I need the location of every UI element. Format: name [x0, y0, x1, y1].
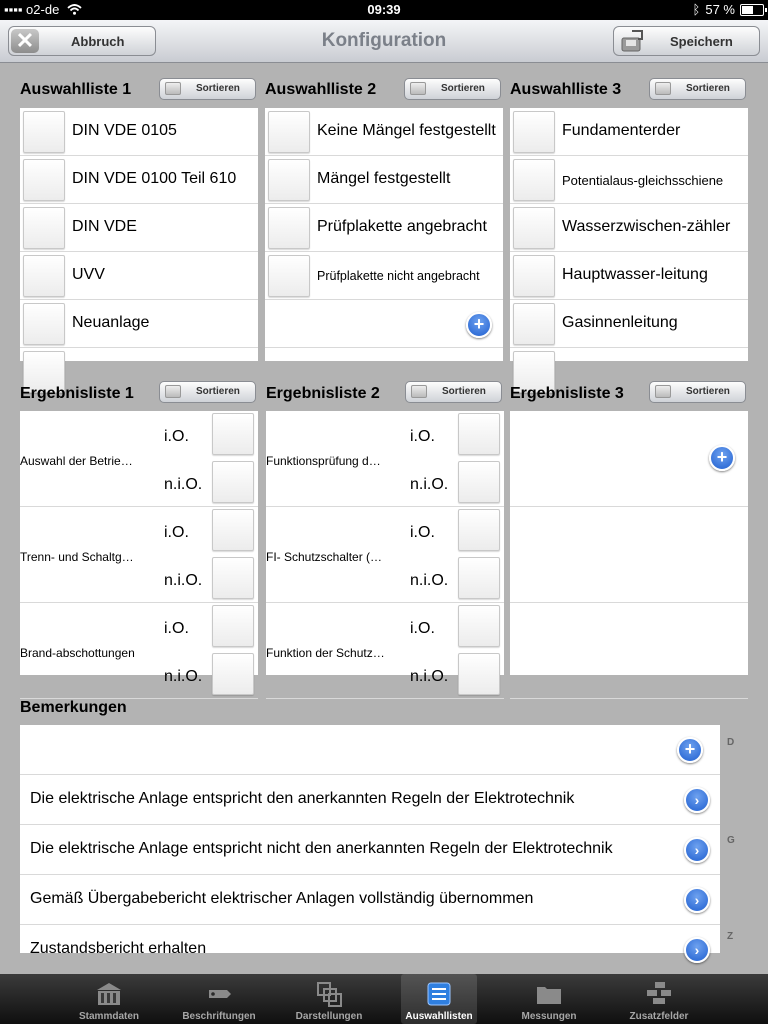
- list-item[interactable]: Gemäß Übergabebericht elektrischer Anlagen vollständig übernommen ›: [20, 875, 720, 925]
- sort-button-result-list-1[interactable]: Sortieren: [159, 381, 256, 403]
- selection-list-2: [265, 108, 503, 361]
- selection-list-3: [510, 108, 748, 361]
- selection-list-1-title: Auswahlliste 1: [20, 81, 132, 98]
- not-ok-checkbox[interactable]: [458, 557, 500, 599]
- list-item[interactable]: DIN VDE: [20, 204, 258, 252]
- list-item[interactable]: Potentialaus-gleichsschiene: [510, 156, 748, 204]
- close-icon: ✕: [11, 29, 39, 53]
- sort-icon: [655, 385, 671, 398]
- result-row: Funktionsprüfung d… i.O. n.i.O.: [266, 411, 504, 507]
- checkbox[interactable]: [23, 255, 65, 297]
- checkbox[interactable]: [268, 207, 310, 249]
- sort-button-selection-list-1[interactable]: Sortieren: [159, 78, 256, 100]
- add-icon[interactable]: +: [709, 445, 735, 471]
- layers-icon: [315, 980, 343, 1008]
- ok-checkbox[interactable]: [458, 509, 500, 551]
- add-icon[interactable]: +: [466, 312, 492, 338]
- ok-checkbox[interactable]: [458, 605, 500, 647]
- section-index-letter[interactable]: G: [727, 835, 735, 846]
- cancel-button[interactable]: ✕ Abbruch: [8, 26, 156, 56]
- add-icon[interactable]: +: [677, 737, 703, 763]
- sort-button-selection-list-2[interactable]: Sortieren: [404, 78, 501, 100]
- result-row: Trenn- und Schaltg… i.O. n.i.O.: [20, 507, 258, 603]
- result-list-1: [20, 411, 258, 685]
- result-list-3: [510, 411, 748, 675]
- result-list-2-title: Ergebnisliste 2: [266, 385, 380, 402]
- list-item[interactable]: Prüfplakette nicht angebracht: [265, 252, 503, 300]
- empty-row: [510, 603, 748, 699]
- sort-button-result-list-3[interactable]: Sortieren: [649, 381, 746, 403]
- bluetooth-icon: ᛒ: [692, 2, 701, 17]
- list-item[interactable]: Hauptwasser-leitung: [510, 252, 748, 300]
- ok-checkbox[interactable]: [458, 413, 500, 455]
- checkbox[interactable]: [268, 255, 310, 297]
- list-item[interactable]: DIN VDE 0100 Teil 610: [20, 156, 258, 204]
- folder-icon: [535, 980, 563, 1008]
- list-icon: [425, 980, 453, 1008]
- not-ok-checkbox[interactable]: [212, 653, 254, 695]
- checkbox[interactable]: [23, 207, 65, 249]
- list-item[interactable]: UVV: [20, 252, 258, 300]
- list-item[interactable]: Keine Mängel festgestellt: [265, 108, 503, 156]
- result-list-1-title: Ergebnisliste 1: [20, 385, 134, 402]
- tab-messungen[interactable]: Messungen: [511, 974, 587, 1024]
- not-ok-checkbox[interactable]: [458, 653, 500, 695]
- tab-darstellungen[interactable]: Darstellungen: [291, 974, 367, 1024]
- result-list-2: [266, 411, 504, 685]
- list-item[interactable]: Wasserzwischen-zähler: [510, 204, 748, 252]
- tab-beschriftungen[interactable]: Beschriftungen: [181, 974, 257, 1024]
- remarks-list: [20, 725, 720, 958]
- not-ok-checkbox[interactable]: [458, 461, 500, 503]
- tab-zusatzfelder[interactable]: Zusatzfelder: [621, 974, 697, 1024]
- not-ok-checkbox[interactable]: [212, 461, 254, 503]
- not-ok-checkbox[interactable]: [212, 557, 254, 599]
- list-item[interactable]: Fundamenterder: [510, 108, 748, 156]
- page-title: Konfiguration: [321, 30, 447, 51]
- carrier: ▪▪▪▪ o2-de: [4, 0, 82, 20]
- result-row: Auswahl der Betrie… i.O. n.i.O.: [20, 411, 258, 507]
- result-row: Brand-abschottungen i.O. n.i.O.: [20, 603, 258, 699]
- checkbox[interactable]: [268, 159, 310, 201]
- sort-button-selection-list-3[interactable]: Sortieren: [649, 78, 746, 100]
- sort-icon: [410, 82, 426, 95]
- navigation-bar: [0, 20, 768, 63]
- battery-percent: 57 %: [705, 2, 735, 17]
- status-bar: [0, 0, 768, 20]
- result-row: FI- Schutzschalter (… i.O. n.i.O.: [266, 507, 504, 603]
- checkbox[interactable]: [23, 159, 65, 201]
- tab-auswahllisten[interactable]: Auswahllisten: [401, 974, 477, 1024]
- sort-icon: [411, 385, 427, 398]
- sort-icon: [655, 82, 671, 95]
- selection-list-1: [20, 108, 258, 361]
- ok-checkbox[interactable]: [212, 509, 254, 551]
- list-item[interactable]: Prüfplakette angebracht: [265, 204, 503, 252]
- clock: 09:39: [367, 2, 401, 17]
- tab-bar: [0, 974, 768, 1024]
- checkbox[interactable]: [513, 207, 555, 249]
- list-item[interactable]: Mängel festgestellt: [265, 156, 503, 204]
- tab-stammdaten[interactable]: Stammdaten: [71, 974, 147, 1024]
- selection-list-2-title: Auswahlliste 2: [265, 81, 377, 98]
- checkbox[interactable]: [513, 111, 555, 153]
- sort-icon: [165, 385, 181, 398]
- save-icon: [620, 30, 646, 52]
- disclosure-icon[interactable]: ›: [684, 787, 710, 813]
- add-row: [20, 725, 720, 775]
- tag-icon: [205, 980, 233, 1008]
- section-index-letter[interactable]: D: [727, 737, 735, 748]
- remarks-title: Bemerkungen: [20, 699, 127, 716]
- list-item[interactable]: Die elektrische Anlage entspricht nicht den anerkannten Regeln der Elektrotechnik ›: [20, 825, 720, 875]
- save-button[interactable]: Speichern: [613, 26, 760, 56]
- disclosure-icon[interactable]: ›: [684, 887, 710, 913]
- list-item[interactable]: Neuanlage: [20, 300, 258, 348]
- list-item[interactable]: Die elektrische Anlage entspricht den anerkannten Regeln der Elektrotechnik ›: [20, 775, 720, 825]
- checkbox[interactable]: [513, 159, 555, 201]
- empty-row: [510, 507, 748, 603]
- disclosure-icon[interactable]: ›: [684, 937, 710, 963]
- list-item[interactable]: Zustandsbericht erhalten ›: [20, 925, 720, 975]
- signal-icon: ▪▪▪▪: [4, 2, 27, 17]
- sort-icon: [165, 82, 181, 95]
- disclosure-icon[interactable]: ›: [684, 837, 710, 863]
- add-row: [265, 300, 503, 348]
- ok-checkbox[interactable]: [212, 605, 254, 647]
- add-row: [510, 411, 748, 507]
- building-icon: [95, 980, 123, 1008]
- blocks-icon: [645, 980, 673, 1008]
- list-item[interactable]: Gasinnenleitung: [510, 300, 748, 348]
- result-row: Funktion der Schutz… i.O. n.i.O.: [266, 603, 504, 699]
- checkbox[interactable]: [513, 303, 555, 345]
- checkbox[interactable]: [23, 303, 65, 345]
- list-item[interactable]: DIN VDE 0105: [20, 108, 258, 156]
- selection-list-3-title: Auswahlliste 3: [510, 81, 622, 98]
- sort-button-result-list-2[interactable]: Sortieren: [405, 381, 502, 403]
- result-list-3-title: Ergebnisliste 3: [510, 385, 624, 402]
- checkbox[interactable]: [513, 255, 555, 297]
- battery-icon: [740, 4, 764, 16]
- checkbox[interactable]: [23, 111, 65, 153]
- section-index-letter[interactable]: Z: [727, 931, 734, 942]
- ok-checkbox[interactable]: [212, 413, 254, 455]
- checkbox[interactable]: [268, 111, 310, 153]
